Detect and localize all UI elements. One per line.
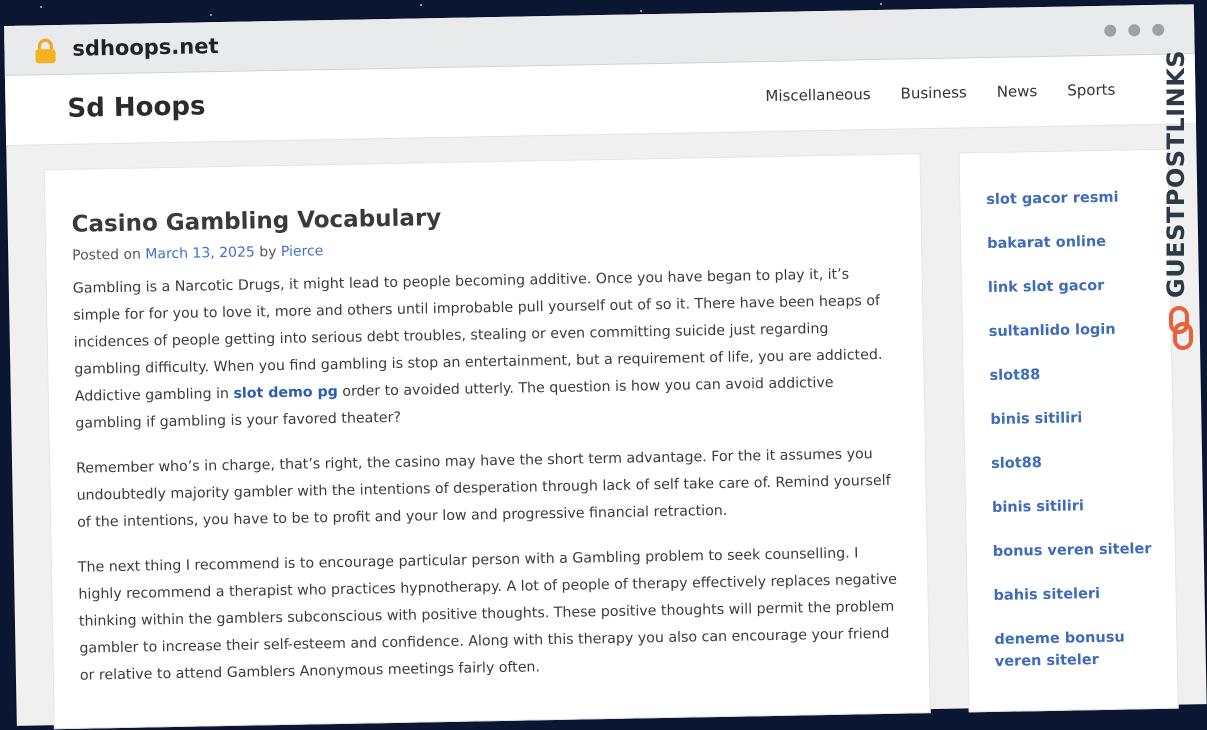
window-dot-1[interactable] [1104, 25, 1116, 37]
chain-link-icon [1168, 306, 1194, 350]
main-nav [765, 81, 1115, 105]
post-paragraph-2: Remember who’s in charge, that’s right, the casino may have the short term advantage. For the it assumes you undoubtedly majority gambler with the intentions of desperation through lack of self take care of. Remind yourself of the intentions, you have to be to profit and your low and progressive financial retraction. [75, 446, 891, 531]
post-date-link[interactable]: March 13, 2025 [145, 244, 255, 263]
sidebar-item [994, 626, 1157, 673]
site-title[interactable]: Sd Hoops [67, 91, 206, 124]
lock-icon [34, 39, 56, 63]
browser-window [4, 4, 1207, 726]
sidebar-link-bahis-siteleri[interactable]: bahis siteleri [993, 586, 1101, 604]
sidebar-link-slot-gacor-resmi[interactable]: slot gacor resmi [986, 189, 1119, 209]
sidebar-item [992, 494, 1154, 519]
nav-item-sports[interactable]: Sports [1067, 80, 1116, 100]
sidebar-link-deneme-bonusu-veren-siteler[interactable]: deneme bonusu veren siteler [994, 629, 1125, 670]
sidebar-item [989, 362, 1151, 387]
window-controls [1104, 24, 1164, 37]
sidebar-link-link-slot-gacor[interactable]: link slot gacor [987, 277, 1105, 297]
sidebar [958, 149, 1178, 713]
sidebar-item [988, 274, 1150, 299]
sidebar-item [993, 538, 1155, 563]
sidebar-item [987, 230, 1149, 255]
by-label: by [259, 244, 277, 261]
post-author-link[interactable]: Pierce [280, 243, 324, 260]
sidebar-item [993, 582, 1155, 607]
sidebar-link-binis-sitiliri-2[interactable]: binis sitiliri [991, 498, 1085, 516]
guestpostlinks-watermark [1162, 49, 1198, 358]
paragraph-1-text-end: order to avoided utterly. The question is how you can avoid addictive gambling if gambling is your favored theater? [75, 374, 834, 432]
nav-item-news[interactable]: News [996, 82, 1038, 101]
sidebar-link-slot88[interactable]: slot88 [989, 367, 1041, 384]
window-dot-3[interactable] [1152, 24, 1164, 36]
paragraph-1-text-start: Gambling is a Narcotic Drugs, it might lead to people becoming additive. Once you have began to play it, it’s simple for for you to love it, more and others until improbable pull yourself out of so it. There have been heaps of incidences of people getting into serious debt troubles, stealing or even committing suicide just regarding gambling difficulty. When you find gambling is stop an entertainment, but a requirement of life, you are addicted. Addictive gambling in [72, 266, 883, 405]
sidebar-item [990, 406, 1152, 431]
post-paragraph-3: The next thing I recommend is to encourage particular person with a Gambling problem to seek counselling. I highly recommend a therapist who practices hypnotherapy. A lot of people of therapy effectively replaces negative thinking within the gamblers subconscious with positive thoughts. These positive thoughts will permit the problem gambler to increase their self-esteem and confidence. Along with this therapy you also can encourage your friend or relative to attend Gamblers Anonymous meetings fairly often. [77, 545, 898, 684]
watermark-text: GUESTPOSTLINKS [1162, 49, 1190, 298]
nav-item-business[interactable]: Business [900, 83, 967, 103]
post-title: Casino Gambling Vocabulary [71, 205, 442, 238]
sidebar-item [991, 450, 1153, 475]
sidebar-link-sultanlido-login[interactable]: sultanlido login [988, 321, 1116, 341]
post-article [44, 153, 931, 729]
sidebar-link-bonus-veren-siteler[interactable]: bonus veren siteler [992, 541, 1152, 560]
nav-item-miscellaneous[interactable]: Miscellaneous [765, 85, 871, 106]
address-bar-url[interactable]: sdhoops.net [72, 34, 219, 61]
sidebar-link-slot88-2[interactable]: slot88 [991, 455, 1043, 472]
slot-demo-pg-link[interactable]: slot demo pg [233, 383, 338, 402]
sidebar-link-binis-sitiliri[interactable]: binis sitiliri [990, 410, 1083, 428]
post-paragraph-1 [73, 261, 899, 438]
page-content [6, 124, 1206, 706]
posted-on-label: Posted on [72, 246, 142, 264]
sidebar-link-list [986, 186, 1157, 673]
sidebar-item [986, 186, 1148, 211]
sidebar-link-bakarat-online[interactable]: bakarat online [987, 233, 1107, 253]
post-meta [72, 233, 895, 264]
sidebar-item [989, 318, 1151, 343]
window-dot-2[interactable] [1128, 24, 1140, 36]
